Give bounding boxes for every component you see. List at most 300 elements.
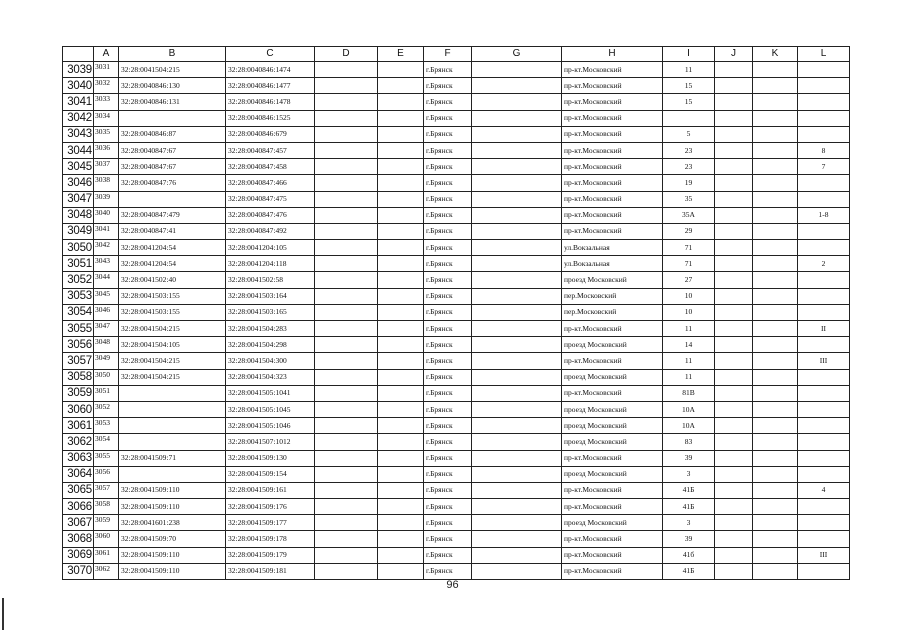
cell-b [119, 385, 226, 401]
cell-l: 2 [798, 256, 850, 272]
cell-g [472, 207, 562, 223]
cell-k [753, 159, 798, 175]
cell-b: 32:28:0041503:155 [119, 304, 226, 320]
cell-h: пр-кт.Московский [562, 126, 663, 142]
cell-l [798, 401, 850, 417]
cell-i: 11 [663, 62, 715, 78]
cell-h: пр-кт.Московский [562, 499, 663, 515]
cell-a: 3035 [94, 126, 119, 142]
cell-a: 3032 [94, 78, 119, 94]
cell-j [715, 385, 753, 401]
cell-d [315, 369, 378, 385]
table-row [63, 434, 850, 450]
cell-d [315, 126, 378, 142]
cell-c: 32:28:0041204:118 [226, 256, 315, 272]
cell-l: 8 [798, 142, 850, 158]
cell-j [715, 450, 753, 466]
cell-f: г.Брянск [424, 401, 472, 417]
cell-a: 3039 [94, 191, 119, 207]
cell-e [378, 321, 424, 337]
table-row [63, 272, 850, 288]
cell-c: 32:28:0041509:130 [226, 450, 315, 466]
cell-a: 3058 [94, 499, 119, 515]
cell-f: г.Брянск [424, 482, 472, 498]
cell-k [753, 547, 798, 563]
cell-c: 32:28:0041503:164 [226, 288, 315, 304]
row-number: 3052 [63, 272, 94, 288]
row-number: 3039 [63, 62, 94, 78]
cell-d [315, 142, 378, 158]
cell-d [315, 499, 378, 515]
cell-f: г.Брянск [424, 385, 472, 401]
cell-k [753, 401, 798, 417]
cell-d [315, 175, 378, 191]
cell-h: пр-кт.Московский [562, 450, 663, 466]
cell-e [378, 385, 424, 401]
table-row [63, 256, 850, 272]
table-row [63, 401, 850, 417]
cell-i: 23 [663, 159, 715, 175]
cell-c: 32:28:0040847:466 [226, 175, 315, 191]
cell-j [715, 288, 753, 304]
cell-k [753, 450, 798, 466]
cell-k [753, 288, 798, 304]
cell-d [315, 515, 378, 531]
cell-l [798, 531, 850, 547]
cell-l [798, 369, 850, 385]
cell-g [472, 353, 562, 369]
cell-a: 3057 [94, 482, 119, 498]
cell-h: пр-кт.Московский [562, 142, 663, 158]
cell-f: г.Брянск [424, 288, 472, 304]
column-header: K [753, 47, 798, 62]
cell-b: 32:28:0041504:215 [119, 369, 226, 385]
cell-c: 32:28:0041504:283 [226, 321, 315, 337]
table-row [63, 353, 850, 369]
column-header-row [63, 47, 850, 62]
cell-j [715, 256, 753, 272]
cell-c: 32:28:0041505:1045 [226, 401, 315, 417]
row-number: 3050 [63, 240, 94, 256]
cell-c: 32:28:0041509:176 [226, 499, 315, 515]
cell-j [715, 418, 753, 434]
cell-a: 3047 [94, 321, 119, 337]
cell-j [715, 337, 753, 353]
cell-l: 7 [798, 159, 850, 175]
cell-c: 32:28:0041504:300 [226, 353, 315, 369]
cell-d [315, 321, 378, 337]
cell-a: 3042 [94, 240, 119, 256]
cell-e [378, 94, 424, 110]
cell-e [378, 499, 424, 515]
cell-a: 3053 [94, 418, 119, 434]
cell-i: 41б [663, 547, 715, 563]
cell-c: 32:28:0040846:1478 [226, 94, 315, 110]
cell-b [119, 401, 226, 417]
cell-a: 3054 [94, 434, 119, 450]
cell-d [315, 223, 378, 239]
table-row [63, 482, 850, 498]
row-number: 3069 [63, 547, 94, 563]
cell-j [715, 207, 753, 223]
cell-b: 32:28:0041204:54 [119, 256, 226, 272]
cell-b: 32:28:0041502:40 [119, 272, 226, 288]
cell-f: г.Брянск [424, 337, 472, 353]
row-number: 3065 [63, 482, 94, 498]
table-row [63, 499, 850, 515]
cell-l: II [798, 321, 850, 337]
row-number: 3060 [63, 401, 94, 417]
table-row [63, 547, 850, 563]
cell-g [472, 126, 562, 142]
cell-h: пр-кт.Московский [562, 223, 663, 239]
cell-e [378, 207, 424, 223]
cell-f: г.Брянск [424, 531, 472, 547]
cell-f: г.Брянск [424, 515, 472, 531]
cell-i: 10А [663, 401, 715, 417]
cell-k [753, 78, 798, 94]
cell-e [378, 256, 424, 272]
cell-l [798, 515, 850, 531]
cell-b: 32:28:0041509:71 [119, 450, 226, 466]
cell-j [715, 401, 753, 417]
cell-g [472, 563, 562, 579]
cell-a: 3056 [94, 466, 119, 482]
cell-a: 3052 [94, 401, 119, 417]
cell-d [315, 272, 378, 288]
cell-g [472, 304, 562, 320]
cell-k [753, 191, 798, 207]
cell-g [472, 466, 562, 482]
cell-k [753, 223, 798, 239]
cell-a: 3051 [94, 385, 119, 401]
cell-l: 4 [798, 482, 850, 498]
cell-c: 32:28:0040847:492 [226, 223, 315, 239]
cell-g [472, 159, 562, 175]
cell-k [753, 499, 798, 515]
cell-c: 32:28:0040846:1525 [226, 110, 315, 126]
cell-h: пр-кт.Московский [562, 385, 663, 401]
cell-e [378, 450, 424, 466]
cell-e [378, 401, 424, 417]
cell-h: ул.Вокзальная [562, 256, 663, 272]
table-row [63, 369, 850, 385]
cell-l: 1-8 [798, 207, 850, 223]
table-row [63, 207, 850, 223]
cell-g [472, 337, 562, 353]
cell-i: 15 [663, 94, 715, 110]
table-row [63, 159, 850, 175]
cell-a: 3062 [94, 563, 119, 579]
cell-j [715, 369, 753, 385]
cell-d [315, 337, 378, 353]
cell-a: 3060 [94, 531, 119, 547]
table-row [63, 385, 850, 401]
cell-b: 32:28:0040847:41 [119, 223, 226, 239]
cell-e [378, 240, 424, 256]
cell-f: г.Брянск [424, 369, 472, 385]
table-row [63, 515, 850, 531]
row-number: 3066 [63, 499, 94, 515]
cell-i: 14 [663, 337, 715, 353]
table-row [63, 94, 850, 110]
cell-c: 32:28:0040846:1477 [226, 78, 315, 94]
cell-f: г.Брянск [424, 94, 472, 110]
cell-b: 32:28:0040847:67 [119, 142, 226, 158]
cell-k [753, 353, 798, 369]
row-number: 3058 [63, 369, 94, 385]
cell-g [472, 62, 562, 78]
cell-h: пр-кт.Московский [562, 159, 663, 175]
cell-d [315, 401, 378, 417]
cell-d [315, 450, 378, 466]
cell-e [378, 62, 424, 78]
column-header: C [226, 47, 315, 62]
cell-i: 39 [663, 450, 715, 466]
cell-l [798, 62, 850, 78]
cell-c: 32:28:0040846:1474 [226, 62, 315, 78]
cell-b [119, 110, 226, 126]
row-number: 3056 [63, 337, 94, 353]
cell-i: 11 [663, 353, 715, 369]
cell-e [378, 547, 424, 563]
cell-h: пр-кт.Московский [562, 78, 663, 94]
cell-b: 32:28:0040847:67 [119, 159, 226, 175]
cell-c: 32:28:0040847:457 [226, 142, 315, 158]
cell-i: 10 [663, 288, 715, 304]
cell-g [472, 191, 562, 207]
cell-h: пр-кт.Московский [562, 110, 663, 126]
cell-a: 3043 [94, 256, 119, 272]
cell-f: г.Брянск [424, 110, 472, 126]
column-header: H [562, 47, 663, 62]
cell-h: пр-кт.Московский [562, 175, 663, 191]
row-number: 3055 [63, 321, 94, 337]
table-row [63, 288, 850, 304]
cell-b: 32:28:0040846:130 [119, 78, 226, 94]
cell-c: 32:28:0041509:178 [226, 531, 315, 547]
cell-a: 3031 [94, 62, 119, 78]
cell-c: 32:28:0041504:298 [226, 337, 315, 353]
cell-f: г.Брянск [424, 321, 472, 337]
cell-l [798, 110, 850, 126]
cell-e [378, 337, 424, 353]
cell-f: г.Брянск [424, 191, 472, 207]
cell-c: 32:28:0040846:679 [226, 126, 315, 142]
cell-l [798, 466, 850, 482]
cell-g [472, 450, 562, 466]
cell-d [315, 563, 378, 579]
cell-d [315, 466, 378, 482]
cell-l [798, 191, 850, 207]
cell-d [315, 240, 378, 256]
cell-a: 3055 [94, 450, 119, 466]
cell-a: 3048 [94, 337, 119, 353]
cell-a: 3044 [94, 272, 119, 288]
cell-d [315, 62, 378, 78]
cell-i: 83 [663, 434, 715, 450]
cell-i: 41Б [663, 499, 715, 515]
cell-b: 32:28:0041204:54 [119, 240, 226, 256]
cell-g [472, 240, 562, 256]
cell-g [472, 142, 562, 158]
cell-g [472, 94, 562, 110]
table-row [63, 78, 850, 94]
cell-d [315, 385, 378, 401]
cell-g [472, 78, 562, 94]
cell-j [715, 353, 753, 369]
cell-b: 32:28:0040846:131 [119, 94, 226, 110]
cell-l [798, 126, 850, 142]
cell-d [315, 288, 378, 304]
cell-l [798, 499, 850, 515]
cell-d [315, 94, 378, 110]
cell-k [753, 337, 798, 353]
cell-d [315, 110, 378, 126]
cell-a: 3040 [94, 207, 119, 223]
cell-b: 32:28:0041509:110 [119, 499, 226, 515]
cell-i: 19 [663, 175, 715, 191]
row-number: 3070 [63, 563, 94, 579]
spreadsheet-table [62, 46, 850, 580]
cell-e [378, 304, 424, 320]
cell-k [753, 94, 798, 110]
cell-e [378, 223, 424, 239]
cell-i: 35А [663, 207, 715, 223]
cell-k [753, 175, 798, 191]
cell-i: 35 [663, 191, 715, 207]
cell-d [315, 482, 378, 498]
cell-a: 3049 [94, 353, 119, 369]
cell-h: проезд Московский [562, 418, 663, 434]
margin-mark [2, 598, 4, 630]
row-number: 3057 [63, 353, 94, 369]
column-header [63, 47, 94, 62]
cell-k [753, 434, 798, 450]
row-number: 3047 [63, 191, 94, 207]
cell-a: 3045 [94, 288, 119, 304]
cell-e [378, 142, 424, 158]
cell-f: г.Брянск [424, 240, 472, 256]
cell-a: 3036 [94, 142, 119, 158]
cell-i: 3 [663, 515, 715, 531]
cell-b: 32:28:0041504:215 [119, 321, 226, 337]
cell-l: III [798, 353, 850, 369]
cell-k [753, 369, 798, 385]
cell-h: ул.Вокзальная [562, 240, 663, 256]
row-number: 3061 [63, 418, 94, 434]
cell-j [715, 499, 753, 515]
cell-a: 3046 [94, 304, 119, 320]
cell-l [798, 94, 850, 110]
cell-f: г.Брянск [424, 78, 472, 94]
cell-c: 32:28:0041509:154 [226, 466, 315, 482]
cell-k [753, 418, 798, 434]
cell-e [378, 175, 424, 191]
cell-f: г.Брянск [424, 547, 472, 563]
cell-h: проезд Московский [562, 401, 663, 417]
row-number: 3046 [63, 175, 94, 191]
table-row [63, 337, 850, 353]
cell-b: 32:28:0041504:215 [119, 62, 226, 78]
cell-b [119, 434, 226, 450]
cell-f: г.Брянск [424, 434, 472, 450]
cell-g [472, 482, 562, 498]
cell-c: 32:28:0041502:58 [226, 272, 315, 288]
row-number: 3049 [63, 223, 94, 239]
cell-j [715, 482, 753, 498]
cell-g [472, 369, 562, 385]
cell-h: пр-кт.Московский [562, 531, 663, 547]
cell-k [753, 531, 798, 547]
cell-f: г.Брянск [424, 563, 472, 579]
table-row [63, 175, 850, 191]
cell-g [472, 434, 562, 450]
cell-g [472, 499, 562, 515]
cell-k [753, 207, 798, 223]
cell-b: 32:28:0040847:479 [119, 207, 226, 223]
cell-b: 32:28:0041504:215 [119, 353, 226, 369]
table-row [63, 466, 850, 482]
table-row [63, 191, 850, 207]
cell-j [715, 531, 753, 547]
cell-d [315, 256, 378, 272]
cell-h: пер.Московский [562, 304, 663, 320]
cell-j [715, 175, 753, 191]
cell-b: 32:28:0041601:238 [119, 515, 226, 531]
cell-k [753, 256, 798, 272]
table-row [63, 304, 850, 320]
table-row [63, 62, 850, 78]
cell-l [798, 563, 850, 579]
cell-d [315, 434, 378, 450]
cell-d [315, 418, 378, 434]
cell-i: 81В [663, 385, 715, 401]
cell-a: 3059 [94, 515, 119, 531]
cell-i: 41Б [663, 563, 715, 579]
cell-f: г.Брянск [424, 142, 472, 158]
cell-c: 32:28:0041507:1012 [226, 434, 315, 450]
cell-i: 27 [663, 272, 715, 288]
column-header: L [798, 47, 850, 62]
cell-k [753, 62, 798, 78]
column-header: I [663, 47, 715, 62]
row-number: 3041 [63, 94, 94, 110]
table-row [63, 531, 850, 547]
cell-k [753, 321, 798, 337]
cell-a: 3038 [94, 175, 119, 191]
cell-l [798, 385, 850, 401]
cell-b: 32:28:0041503:155 [119, 288, 226, 304]
row-number: 3042 [63, 110, 94, 126]
cell-d [315, 207, 378, 223]
cell-j [715, 78, 753, 94]
cell-l [798, 450, 850, 466]
cell-g [472, 401, 562, 417]
table-row [63, 418, 850, 434]
table-row [63, 321, 850, 337]
cell-e [378, 369, 424, 385]
row-number: 3048 [63, 207, 94, 223]
column-header: G [472, 47, 562, 62]
table-row [63, 240, 850, 256]
cell-h: пр-кт.Московский [562, 321, 663, 337]
cell-g [472, 288, 562, 304]
cell-g [472, 385, 562, 401]
cell-h: проезд Московский [562, 272, 663, 288]
cell-g [472, 531, 562, 547]
cell-l [798, 304, 850, 320]
